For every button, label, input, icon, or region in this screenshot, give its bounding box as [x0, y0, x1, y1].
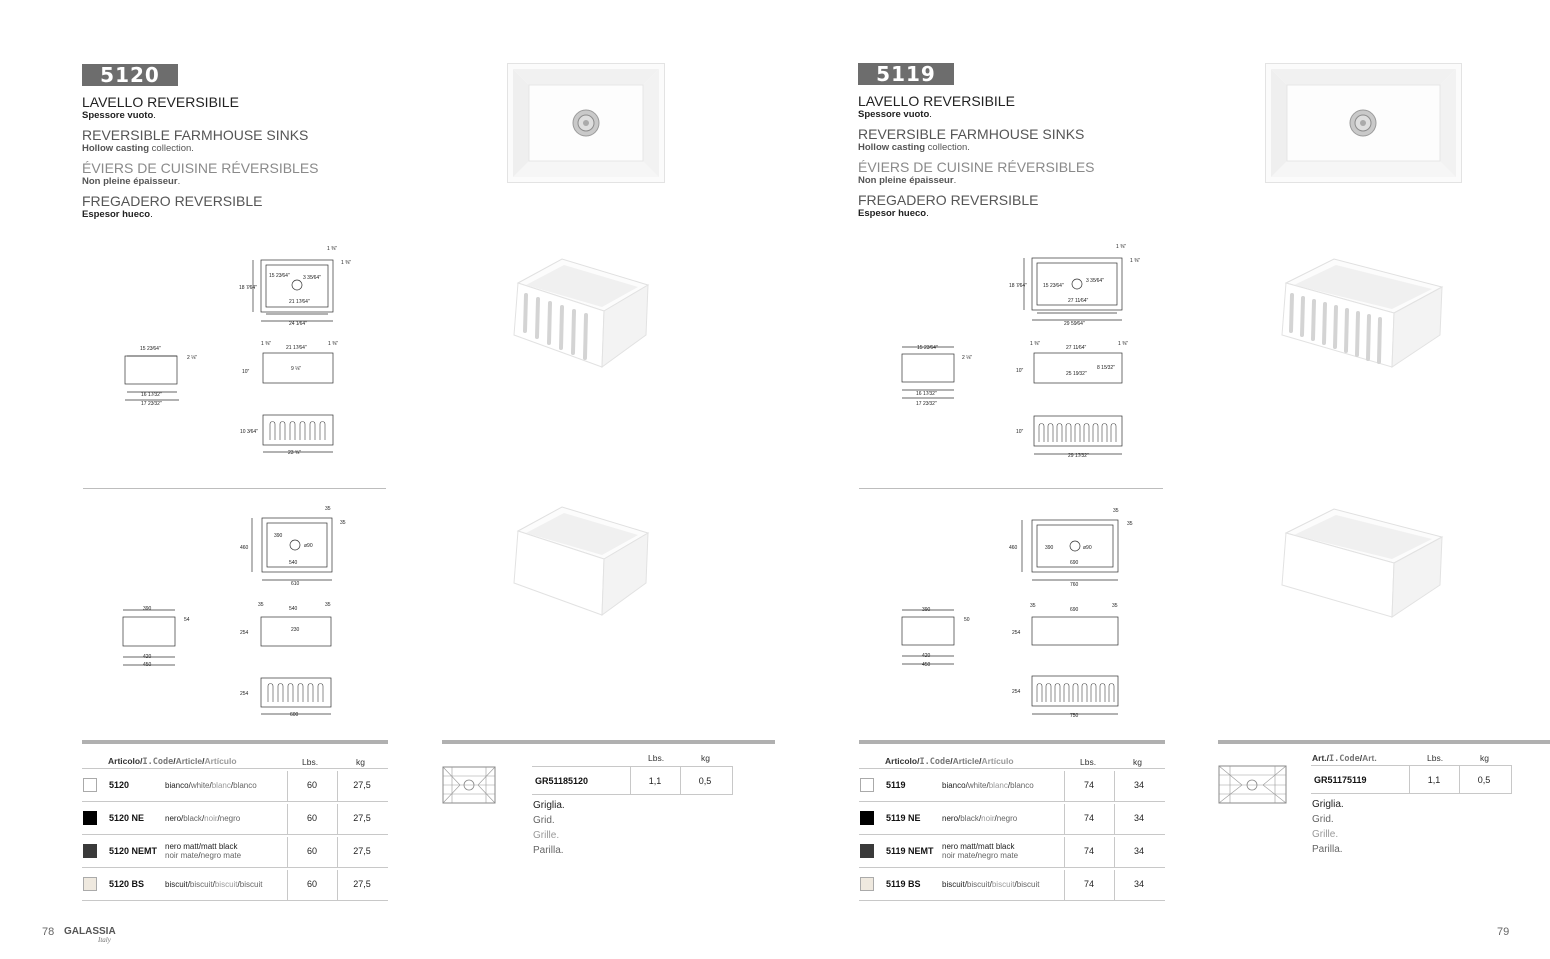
dim-front-inner: 21 17⁄64" — [286, 345, 307, 351]
weight-lbs: 60 — [306, 780, 317, 790]
product-code-badge: 5120 — [82, 64, 178, 86]
header-lbs: Lbs. — [1080, 757, 1097, 767]
dim-side-top: 15 23⁄64" — [917, 345, 938, 351]
subtitle-es: Espesor hueco. — [858, 208, 929, 219]
weight-lbs: 74 — [1083, 780, 1094, 790]
dim-side-b2: 17 23⁄32" — [916, 401, 937, 407]
title-en: REVERSIBLE FARMHOUSE SINKS — [858, 126, 1085, 142]
dim-side-depth: 2 ⅛" — [962, 355, 973, 361]
sink-smooth-photo — [508, 503, 651, 618]
color-swatch — [83, 778, 97, 792]
color-description: nero matt/matt black noir mate/negro mate — [165, 842, 242, 860]
title-fr: ÉVIERS DE CUISINE RÉVERSIBLES — [858, 159, 1095, 175]
dim-inner-w: 21 17⁄64" — [289, 299, 310, 305]
weight-kg: 34 — [1133, 846, 1144, 856]
mm-inner-a: 390 — [1045, 545, 1054, 551]
mm-inner-a: 390 — [274, 533, 283, 539]
color-swatch — [83, 811, 97, 825]
title-fr: ÉVIERS DE CUISINE RÉVERSIBLES — [82, 160, 319, 176]
color-description: biscuit/biscuit/biscuit/biscuit — [942, 880, 1040, 889]
grid-lbs: 1,1 — [648, 776, 662, 786]
dim-outer-w: 29 59⁄64" — [1064, 321, 1085, 327]
header-lbs: Lbs. — [302, 757, 319, 767]
table-row — [859, 835, 1165, 868]
article-code: 5119 NEMT — [886, 846, 934, 856]
dim-front-r: 1 ⅜" — [1118, 341, 1129, 347]
dim-front-inner: 27 11⁄64" — [1066, 345, 1087, 351]
subtitle-en: Hollow casting collection. — [858, 142, 970, 153]
dim-top-b: 1 ⅜" — [341, 260, 352, 266]
weight-kg: 27,5 — [353, 780, 371, 790]
product-table — [859, 740, 1165, 901]
title-es: FREGADERO REVERSIBLE — [858, 192, 1039, 208]
mm-outer-w: 610 — [291, 581, 300, 587]
product-titles — [858, 93, 1095, 219]
dim-height: 18 7⁄64" — [239, 285, 257, 291]
color-swatch — [83, 844, 97, 858]
article-code: 5119 NE — [886, 813, 921, 823]
mm-front-h: 254 — [240, 630, 249, 636]
subtitle-it: Spessore vuoto. — [858, 109, 932, 120]
dimension-drawing-inches — [115, 240, 375, 460]
sink-smooth-photo — [1276, 505, 1446, 620]
grid-code: GR51175119 — [1314, 775, 1367, 785]
color-description: nero matt/matt black noir mate/negro mate — [942, 842, 1019, 860]
mm-inner-w: 540 — [289, 560, 298, 566]
subtitle-fr: Non pleine épaisseur. — [858, 175, 957, 186]
weight-lbs: 74 — [1083, 813, 1094, 823]
title-it: LAVELLO REVERSIBILE — [858, 93, 1015, 109]
mm-fluted-w: 750 — [1070, 713, 1079, 719]
dim-front-mid: 25 19⁄32" — [1066, 371, 1087, 377]
dim-front-l: 1 ⅜" — [1030, 341, 1041, 347]
mm-top-a: 35 — [325, 506, 331, 512]
mm-front-r: 35 — [1112, 603, 1118, 609]
dim-side-b1: 16 17⁄32" — [141, 392, 162, 398]
sink-top-view-photo — [507, 63, 665, 183]
grid-accessory-table — [442, 740, 775, 856]
grid-header-lbs: Lbs. — [1427, 753, 1444, 763]
grid-labels — [1312, 797, 1344, 857]
title-es: FREGADERO REVERSIBLE — [82, 193, 263, 209]
section-divider — [859, 488, 1163, 489]
grid-rack-icon — [1218, 765, 1288, 805]
grid-kg: 0,5 — [1477, 775, 1491, 785]
weight-kg: 34 — [1133, 780, 1144, 790]
table-row — [859, 769, 1165, 802]
dim-front-r: 1 ⅜" — [328, 341, 339, 347]
title-it: LAVELLO REVERSIBILE — [82, 94, 239, 110]
color-description: bianco/white/blanc/blanco — [942, 781, 1034, 790]
grid-kg: 0,5 — [698, 776, 712, 786]
weight-kg: 34 — [1133, 879, 1144, 889]
grid-row — [1311, 765, 1512, 794]
table-row — [82, 802, 388, 835]
dimension-drawing-inches — [892, 238, 1152, 463]
dim-height: 18 7⁄64" — [1009, 283, 1027, 289]
mm-side-top: 390 — [922, 607, 931, 613]
dim-front-h: 10" — [242, 369, 250, 375]
subtitle-es: Espesor hueco. — [82, 209, 153, 220]
dim-side-top: 15 23⁄64" — [140, 346, 161, 352]
dim-outer-w: 24 1⁄64" — [289, 321, 307, 327]
article-code: 5120 — [109, 780, 130, 790]
dim-drain: 3 35⁄64" — [1086, 278, 1104, 284]
weight-lbs: 60 — [306, 813, 317, 823]
mm-side-b2: 450 — [143, 662, 152, 668]
weight-lbs: 74 — [1083, 879, 1094, 889]
mm-side-b1: 420 — [143, 654, 152, 660]
dim-front-mid: 9 ⅛" — [291, 366, 302, 372]
product-titles — [82, 94, 319, 220]
dim-top-a: 1 ⅜" — [327, 246, 338, 252]
article-code: 5120 NE — [109, 813, 145, 823]
weight-lbs: 60 — [306, 846, 317, 856]
dim-drain: 3 35⁄64" — [303, 275, 321, 281]
dim-side-b1: 16 17⁄32" — [916, 391, 937, 397]
grid-header-code: Art./I.Code/Art. — [1312, 753, 1377, 764]
article-code: 5119 — [886, 780, 906, 790]
weight-kg: 27,5 — [353, 813, 371, 823]
grid-row — [532, 766, 733, 795]
mm-drain: ø90 — [304, 543, 313, 549]
dim-inner-w: 27 11⁄64" — [1068, 298, 1089, 304]
article-code: 5119 BS — [886, 879, 921, 889]
weight-lbs: 74 — [1083, 846, 1094, 856]
grid-table-top-bar — [1218, 740, 1550, 744]
header-kg: kg — [356, 757, 365, 767]
color-swatch — [860, 877, 874, 891]
color-description: bianco/white/blanc/blanco — [165, 781, 257, 790]
color-swatch — [83, 877, 97, 891]
grid-header-lbs: Lbs. — [648, 753, 665, 763]
table-row — [859, 802, 1165, 835]
table-header — [859, 744, 1165, 769]
article-code: 5120 NEMT — [109, 846, 158, 856]
grid-header-kg: kg — [1480, 753, 1489, 763]
mm-top-a: 35 — [1113, 508, 1119, 514]
subtitle-fr: Non pleine épaisseur. — [82, 176, 181, 187]
weight-kg: 34 — [1133, 813, 1144, 823]
grid-label-es: Parilla. — [533, 845, 564, 856]
grid-rack-icon — [442, 766, 496, 804]
brand-subtitle: Italy — [98, 936, 111, 944]
table-header — [82, 744, 388, 769]
table-row — [82, 868, 388, 901]
table-row — [82, 769, 388, 802]
mm-side-top: 390 — [143, 606, 152, 612]
mm-side-depth: 54 — [184, 617, 190, 623]
dim-fluted-h: 10" — [1016, 429, 1024, 435]
grid-accessory-table — [1218, 740, 1550, 855]
table-row — [82, 835, 388, 868]
dimension-drawing-mm — [892, 500, 1152, 725]
grid-label-fr: Grille. — [1312, 829, 1339, 840]
sink-top-view-photo — [1265, 63, 1462, 183]
color-swatch — [860, 844, 874, 858]
mm-top-b: 35 — [1127, 521, 1133, 527]
mm-front-inner: 690 — [1070, 607, 1079, 613]
dim-front-depth: 8 15⁄32" — [1097, 365, 1115, 371]
color-swatch — [860, 778, 874, 792]
dim-top-b: 1 ⅜" — [1130, 258, 1141, 264]
grid-labels — [533, 798, 565, 858]
grid-code: GR51185120 — [535, 776, 589, 786]
sink-fluted-photo — [1276, 255, 1446, 370]
mm-side-b1: 420 — [922, 653, 931, 659]
grid-header-kg: kg — [701, 753, 710, 763]
dimension-drawing-mm — [115, 500, 375, 725]
dim-front-l: 1 ⅜" — [261, 341, 272, 347]
mm-front-l: 35 — [1030, 603, 1036, 609]
dim-fluted-h: 10 3⁄64" — [240, 429, 258, 435]
dim-inner-a: 15 23⁄64" — [1043, 283, 1064, 289]
dim-side-depth: 2 ⅛" — [187, 355, 198, 361]
mm-fluted-h: 254 — [240, 691, 249, 697]
grid-label-it: Griglia. — [533, 800, 565, 811]
subtitle-it: Spessore vuoto. — [82, 110, 156, 121]
mm-height: 460 — [1009, 545, 1018, 551]
header-kg: kg — [1133, 757, 1142, 767]
color-description: nero/black/noir/negro — [942, 814, 1018, 823]
weight-lbs: 60 — [306, 879, 317, 889]
article-code: 5120 BS — [109, 879, 145, 889]
grid-label-it: Griglia. — [1312, 799, 1344, 810]
product-table — [82, 740, 388, 901]
mm-front-mid: 230 — [291, 627, 300, 633]
grid-label-en: Grid. — [1312, 814, 1334, 825]
mm-front-l: 35 — [258, 602, 264, 608]
color-description: biscuit/biscuit/biscuit/biscuit — [165, 880, 263, 889]
dim-fluted-w: 23 ⅝" — [288, 450, 301, 456]
section-divider — [83, 488, 386, 489]
mm-inner-w: 690 — [1070, 560, 1079, 566]
grid-label-es: Parilla. — [1312, 844, 1343, 855]
dim-front-h: 10" — [1016, 368, 1024, 374]
color-description: nero/black/noir/negro — [165, 814, 241, 823]
header-code: Articolo/I.Code/Article/Artículo — [885, 756, 1014, 767]
grid-label-fr: Grille. — [533, 830, 560, 841]
mm-fluted-h: 254 — [1012, 689, 1021, 695]
color-swatch — [860, 811, 874, 825]
mm-height: 460 — [240, 545, 249, 551]
weight-kg: 27,5 — [353, 879, 371, 889]
dim-inner-a: 15 23⁄64" — [269, 273, 290, 279]
mm-top-b: 35 — [340, 520, 346, 526]
mm-front-r: 35 — [325, 602, 331, 608]
mm-side-b2: 450 — [922, 662, 931, 668]
weight-kg: 27,5 — [353, 846, 371, 856]
product-code-badge: 5119 — [858, 63, 954, 85]
dim-top-a: 1 ⅜" — [1116, 244, 1127, 250]
grid-label-en: Grid. — [533, 815, 555, 826]
header-code: Articolo/I.Code/Article/Artículo — [108, 756, 237, 767]
sink-fluted-photo — [508, 255, 651, 370]
mm-side-depth: 50 — [964, 617, 970, 623]
mm-front-h: 254 — [1012, 630, 1021, 636]
mm-outer-w: 760 — [1070, 582, 1079, 588]
grid-table-top-bar — [442, 740, 775, 744]
mm-front-inner: 540 — [289, 606, 298, 612]
dim-side-b2: 17 23⁄32" — [141, 401, 162, 407]
dim-fluted-w: 29 17⁄32" — [1068, 453, 1089, 459]
mm-fluted-w: 600 — [290, 712, 299, 718]
title-en: REVERSIBLE FARMHOUSE SINKS — [82, 127, 309, 143]
grid-lbs: 1,1 — [1427, 775, 1441, 785]
subtitle-en: Hollow casting collection. — [82, 143, 194, 154]
page-number-right: 79 — [1497, 926, 1510, 938]
table-row — [859, 868, 1165, 901]
page-number-left: 78 — [42, 926, 55, 938]
mm-drain: ø90 — [1083, 545, 1092, 551]
brand-logo: GALASSIA — [64, 926, 116, 937]
